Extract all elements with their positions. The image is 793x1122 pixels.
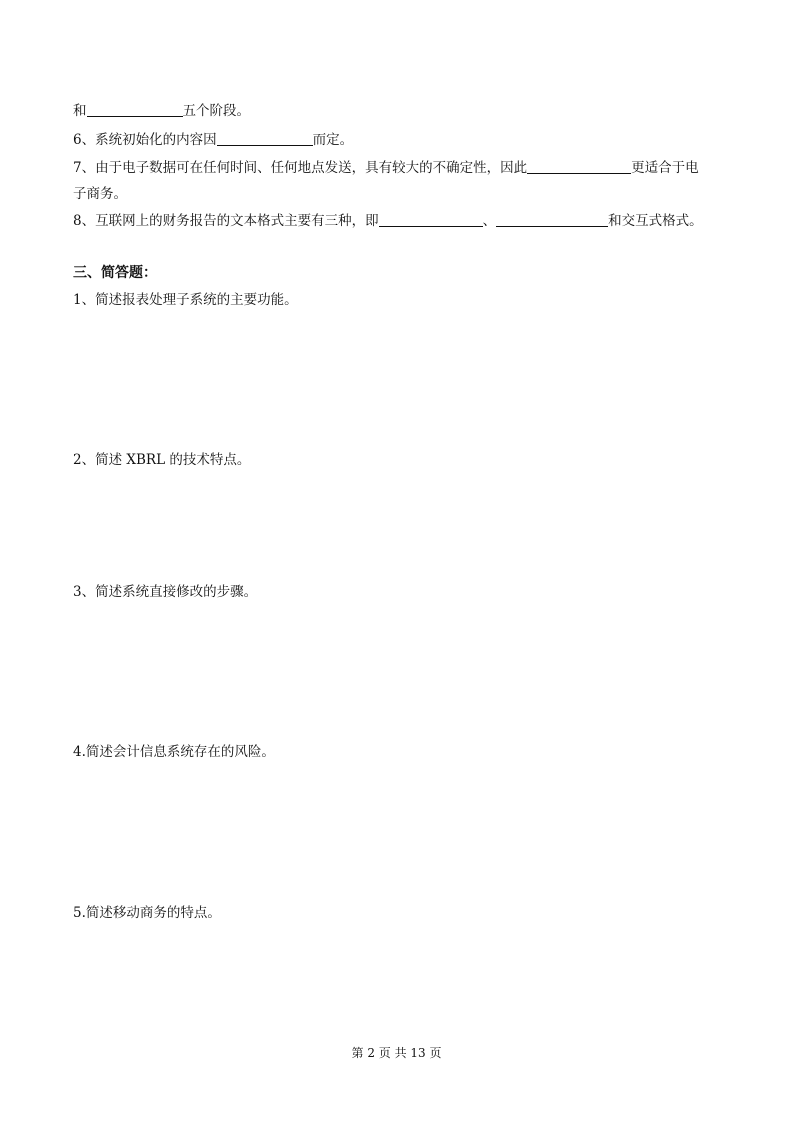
page-number: 第 2 页 共 13 页 — [351, 1046, 442, 1060]
fill-blank-text: 7、由于电子数据可在任何时间、任何地点发送，具有较大的不确定性，因此 — [73, 160, 528, 176]
fill-blank-text: 、 — [482, 213, 497, 229]
answer-blank — [496, 212, 608, 227]
fill-blank-question-6 — [73, 131, 353, 149]
answer-blank — [379, 212, 483, 227]
short-answer-question-3: 3、简述系统直接修改的步骤。 — [73, 584, 258, 600]
fill-blank-text: 6、系统初始化的内容因 — [73, 132, 217, 148]
answer-blank — [217, 131, 313, 146]
fill-blank-text: 8、互联网上的财务报告的文本格式主要有三种，即 — [73, 213, 379, 229]
fill-blank-text: 子商务。 — [73, 186, 127, 202]
fill-blank-text: 而定。 — [312, 132, 354, 148]
answer-blank — [87, 102, 183, 117]
short-answer-question-2: 2、简述 XBRL 的技术特点。 — [73, 452, 251, 468]
fill-blank-question-7 — [73, 159, 699, 177]
fill-blank-text: 五个阶段。 — [182, 103, 250, 119]
fill-blank-question-7-continuation — [73, 185, 127, 203]
fill-blank-line-stages — [73, 102, 250, 120]
short-answer-question-4: 4.简述会计信息系统存在的风险。 — [73, 744, 275, 760]
section-title-short-answer: 三、简答题： — [73, 265, 157, 281]
fill-blank-text: 和 — [73, 103, 87, 119]
fill-blank-question-8 — [73, 212, 703, 230]
fill-blank-text: 更适合于电 — [631, 160, 699, 176]
short-answer-question-5: 5.简述移动商务的特点。 — [73, 905, 221, 921]
short-answer-question-1: 1、简述报表处理子系统的主要功能。 — [73, 292, 298, 308]
answer-blank — [527, 159, 631, 174]
fill-blank-text: 和交互式格式。 — [608, 213, 703, 229]
